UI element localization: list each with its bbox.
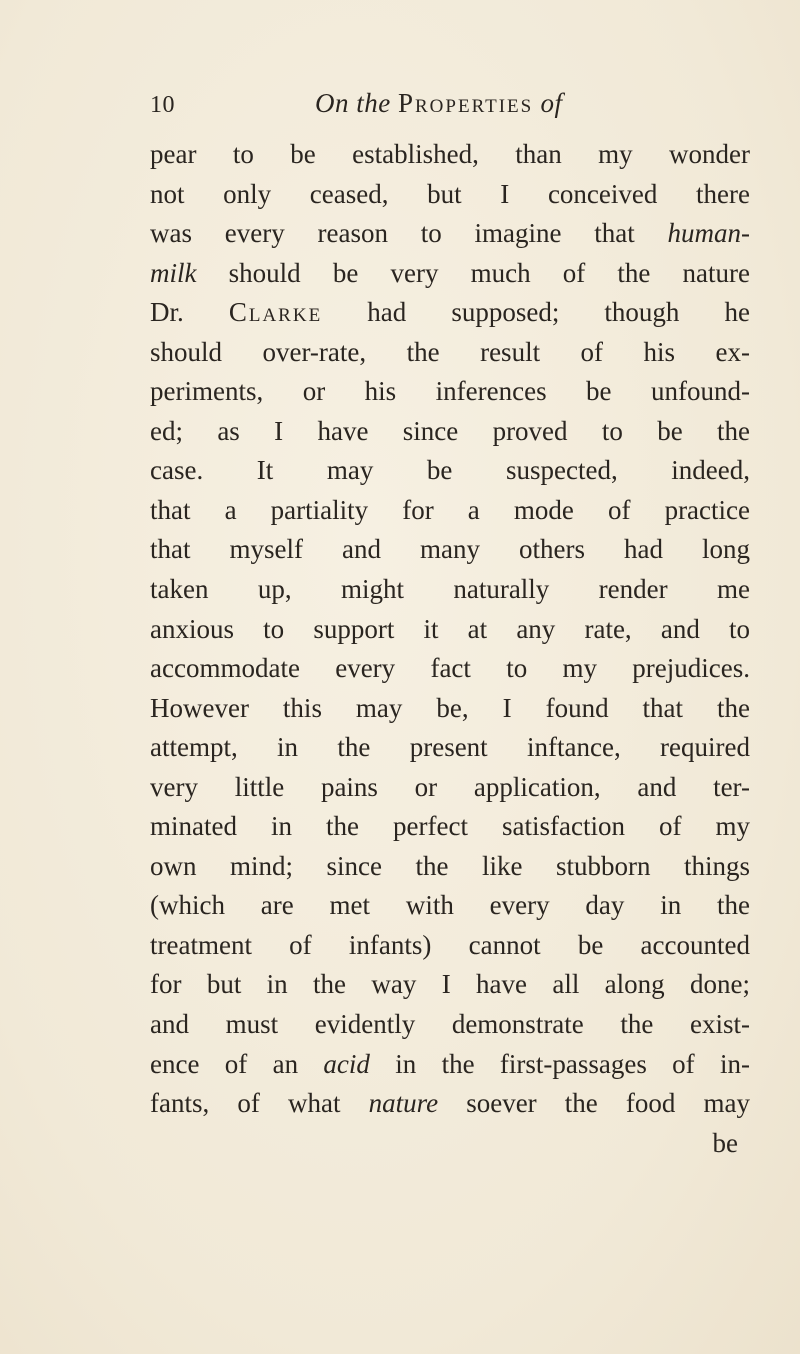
text-run: soever the food may <box>466 1088 750 1119</box>
text-line: very little pains or application, and ter- <box>150 771 750 802</box>
text-line: taken up, might naturally render me <box>150 574 750 605</box>
text-line: ed; as I have since proved to be the <box>150 415 750 446</box>
author-name-clarke: Clarke <box>228 297 323 328</box>
text-line: not only ceased, but I conceived there <box>150 178 750 209</box>
running-head <box>150 88 750 132</box>
text-run: ence of an <box>150 1048 299 1079</box>
catchword: be <box>712 1127 738 1158</box>
text-line: anxious to support it at any rate, and to <box>150 613 750 644</box>
text-line: should over-rate, the result of his ex- <box>150 336 750 367</box>
running-title <box>315 88 562 119</box>
body-text <box>150 135 750 1163</box>
text-line: for but in the way I have all along done; <box>150 969 750 1000</box>
text-line: and must evidently demonstrate the exist- <box>150 1009 750 1040</box>
italic-term-human-milk: human- <box>667 218 750 249</box>
running-title-suffix: of <box>540 88 563 118</box>
italic-term-milk: milk <box>150 257 197 288</box>
text-line <box>150 293 750 333</box>
text-line: case. It may be suspected, indeed, <box>150 455 750 486</box>
running-title-main: Properties <box>397 88 534 118</box>
text-line: attempt, in the present inftance, required <box>150 732 750 763</box>
text-run: had supposed; though he <box>367 297 751 328</box>
text-line: minated in the perfect satisfaction of my <box>150 811 750 842</box>
text-line <box>150 1084 750 1124</box>
text-run: Dr. <box>150 297 184 328</box>
italic-term-acid: acid <box>323 1048 370 1079</box>
text-line: treatment of infants) cannot be accounted <box>150 929 750 960</box>
text-line: However this may be, I found that the <box>150 692 750 723</box>
text-run: should be very much of the nature <box>228 257 751 288</box>
text-line: accommodate every fact to my prejudices. <box>150 653 750 684</box>
text-line <box>150 1045 750 1085</box>
text-line: own mind; since the like stubborn things <box>150 850 750 881</box>
text-run: was every reason to imagine that <box>150 218 635 249</box>
running-title-prefix: On the <box>315 88 391 118</box>
text-line: that a partiality for a mode of practice <box>150 494 750 525</box>
page-number: 10 <box>150 92 175 118</box>
text-run: in the first-passages of in- <box>395 1048 750 1079</box>
text-line <box>150 214 750 254</box>
text-line: that myself and many others had long <box>150 534 750 565</box>
text-line <box>150 254 750 294</box>
text-run: fants, of what <box>150 1088 341 1119</box>
italic-term-nature: nature <box>368 1088 439 1119</box>
text-line: pear to be established, than my wonder <box>150 139 750 169</box>
text-line: periments, or his inferences be unfound- <box>150 376 750 407</box>
text-line: (which are met with every day in the <box>150 890 750 921</box>
